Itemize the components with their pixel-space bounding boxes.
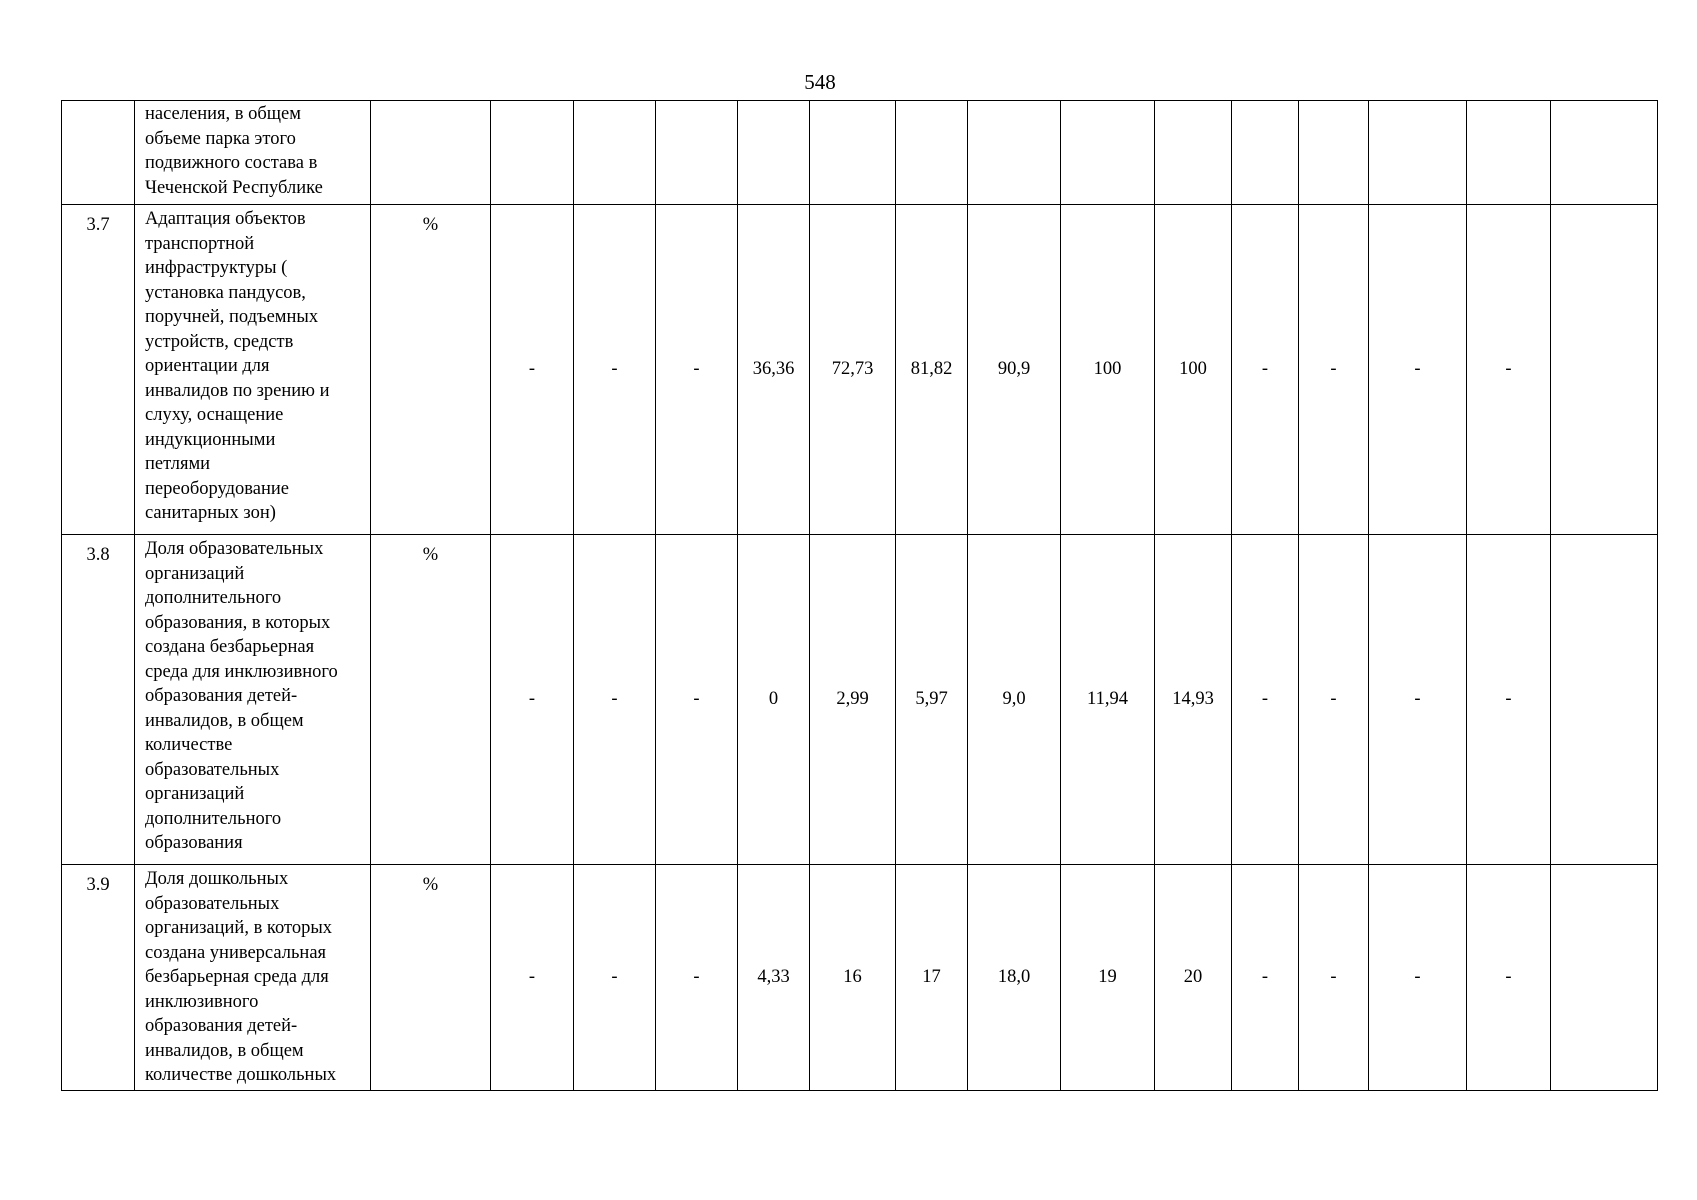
indicator-name-line: инвалидов по зрению и: [145, 380, 330, 401]
value-cell: 19: [1061, 865, 1155, 1091]
unit-cell: %: [371, 205, 491, 535]
value-cell: -: [491, 205, 574, 535]
indicator-name-line: Доля дошкольных: [145, 869, 289, 889]
indicator-name-line: инвалидов, в общем: [145, 1040, 304, 1061]
value-cell: [1369, 101, 1467, 205]
indicator-name-line: населения, в общем: [145, 104, 301, 124]
value-cell: 36,36: [738, 205, 810, 535]
indicator-name-cell: [135, 205, 371, 535]
indicator-name-line: безбарьерная среда для: [145, 967, 329, 987]
value-cell: -: [1232, 205, 1299, 535]
indicators-table: [61, 100, 1658, 1091]
indicator-name-line: образования, в которых: [145, 612, 331, 633]
indicator-name-line: количестве дошкольных: [145, 1065, 337, 1085]
indicator-name-line: индукционными: [145, 429, 276, 450]
value-cell: [810, 101, 896, 205]
value-cell: [1232, 101, 1299, 205]
value-cell: [1551, 101, 1658, 205]
unit-cell: %: [371, 535, 491, 865]
value-cell: 9,0: [968, 535, 1061, 865]
page-number: 548: [804, 70, 836, 94]
indicator-name-line: образования детей-: [145, 686, 298, 706]
value-cell: 100: [1155, 205, 1232, 535]
value-cell: 72,73: [810, 205, 896, 535]
row-number-cell: [62, 101, 135, 205]
indicator-name-line: образования детей-: [145, 1016, 298, 1036]
value-cell: [1155, 101, 1232, 205]
indicator-name-line: поручней, подъемных: [145, 307, 319, 327]
indicator-name-cell: [135, 101, 371, 205]
unit-cell: [371, 101, 491, 205]
value-cell: 20: [1155, 865, 1232, 1091]
indicator-name-line: создана универсальная: [145, 942, 327, 963]
value-cell: 16: [810, 865, 896, 1091]
table-row: [62, 205, 1658, 535]
indicator-name-cell: [135, 865, 371, 1091]
indicator-name-line: среда для инклюзивного: [145, 661, 338, 682]
indicator-name-line: объеме парка этого: [145, 128, 296, 149]
value-cell: -: [1369, 205, 1467, 535]
indicator-name-line: инвалидов, в общем: [145, 710, 304, 731]
indicator-name-line: инфраструктуры (: [145, 258, 288, 278]
indicator-name-line: подвижного состава в: [145, 153, 318, 173]
value-cell: [1467, 101, 1551, 205]
value-cell: -: [1369, 535, 1467, 865]
value-cell: [574, 101, 656, 205]
value-cell: -: [656, 205, 738, 535]
indicator-name-line: организаций: [145, 784, 245, 804]
value-cell: -: [1299, 865, 1369, 1091]
value-cell: -: [1232, 535, 1299, 865]
value-cell: -: [574, 205, 656, 535]
indicator-name-line: ориентации для: [145, 356, 270, 376]
value-cell: -: [1299, 535, 1369, 865]
indicator-name-line: Доля образовательных: [145, 539, 324, 559]
value-cell: [896, 101, 968, 205]
indicator-name-line: образовательных: [145, 759, 280, 780]
value-cell: [1299, 101, 1369, 205]
table-row: [62, 101, 1658, 205]
value-cell: [738, 101, 810, 205]
indicator-name-line: слуху, оснащение: [145, 405, 284, 425]
indicator-name-line: Чеченской Республике: [145, 177, 323, 198]
value-cell: 0: [738, 535, 810, 865]
indicator-name-line: организаций: [145, 563, 245, 584]
value-cell: -: [1467, 865, 1551, 1091]
value-cell: -: [656, 865, 738, 1091]
value-cell: 11,94: [1061, 535, 1155, 865]
row-number-cell: 3.9: [62, 865, 135, 1091]
indicator-name-line: транспортной: [145, 233, 255, 254]
value-cell: 17: [896, 865, 968, 1091]
value-cell: -: [1369, 865, 1467, 1091]
value-cell: 81,82: [896, 205, 968, 535]
indicator-name-line: устройств, средств: [145, 331, 294, 352]
value-cell: -: [491, 865, 574, 1091]
value-cell: -: [656, 535, 738, 865]
value-cell: 2,99: [810, 535, 896, 865]
value-cell: -: [1467, 205, 1551, 535]
value-cell: [1551, 535, 1658, 865]
value-cell: 5,97: [896, 535, 968, 865]
value-cell: [968, 101, 1061, 205]
value-cell: [656, 101, 738, 205]
value-cell: -: [491, 535, 574, 865]
indicator-name-line: количестве: [145, 735, 233, 755]
indicator-name-line: петлями: [145, 454, 211, 474]
table-row: [62, 535, 1658, 865]
indicator-name-line: установка пандусов,: [145, 282, 306, 303]
indicator-name-cell: [135, 535, 371, 865]
indicator-name-line: санитарных зон): [145, 503, 276, 523]
indicator-name-line: создана безбарьерная: [145, 637, 315, 657]
value-cell: 14,93: [1155, 535, 1232, 865]
indicator-name-line: дополнительного: [145, 808, 282, 829]
value-cell: [491, 101, 574, 205]
indicator-name-line: переоборудование: [145, 478, 289, 499]
value-cell: -: [1299, 205, 1369, 535]
value-cell: -: [574, 535, 656, 865]
value-cell: -: [1232, 865, 1299, 1091]
row-number-cell: 3.7: [62, 205, 135, 535]
value-cell: [1061, 101, 1155, 205]
unit-cell: %: [371, 865, 491, 1091]
indicator-name-line: организаций, в которых: [145, 918, 333, 938]
value-cell: 18,0: [968, 865, 1061, 1091]
indicator-name-line: дополнительного: [145, 588, 282, 608]
table-row: [62, 865, 1658, 1091]
value-cell: [1551, 205, 1658, 535]
value-cell: -: [1467, 535, 1551, 865]
indicator-name-line: образования: [145, 833, 243, 853]
value-cell: 4,33: [738, 865, 810, 1091]
indicator-name-line: Адаптация объектов: [145, 209, 306, 229]
row-number-cell: 3.8: [62, 535, 135, 865]
indicator-name-line: инклюзивного: [145, 991, 259, 1012]
value-cell: -: [574, 865, 656, 1091]
value-cell: 100: [1061, 205, 1155, 535]
value-cell: [1551, 865, 1658, 1091]
value-cell: 90,9: [968, 205, 1061, 535]
indicator-name-line: образовательных: [145, 893, 280, 914]
